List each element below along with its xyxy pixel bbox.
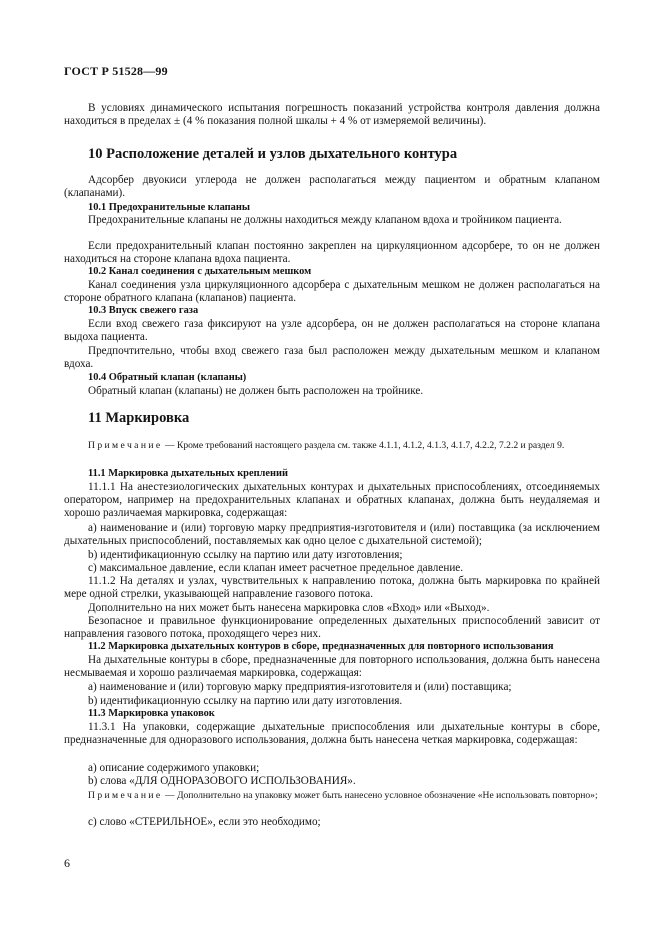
subsection-10-4-paragraph: Обратный клапан (клапаны) не должен быть расположен на тройнике. [88,385,424,397]
subsection-11-2-item-b: b) идентификационную ссылку на партию или дату изготовления. [88,695,403,707]
clause-11-3-1-item-c: с) слово «СТЕРИЛЬНОЕ», если это необходимо; [88,816,321,828]
note-text: — Кроме требований настоящего раздела см. также 4.1.1, 4.1.2, 4.1.3, 4.1.7, 4.2.2, 7.2.2 и раздел 9. [162,440,565,451]
clause-11-3-1-item-b: b) слова «ДЛЯ ОДНОРАЗОВОГО ИСПОЛЬЗОВАНИЯ». [88,775,356,787]
subsection-10-2-paragraph: Канал соединения узла циркуляционного адсорбера с дыхательным мешком не должен располагаться на стороне обратного клапана (клапанов) пациента. [64,279,600,304]
clause-11-3-1-note [64,790,600,802]
subsection-11-3-title: 11.3 Маркировка упаковок [88,708,215,719]
standard-code-header: ГОСТ Р 51528—99 [64,64,168,78]
subsection-11-2-title: 11.2 Маркировка дыхательных контуров в сборе, предназначенных для повторного использования [88,641,554,652]
subsection-11-2-item-a: а) наименование и (или) торговую марку предприятия-изготовителя и (или) поставщика; [88,681,512,693]
subsection-10-3-title: 10.3 Впуск свежего газа [88,305,199,316]
clause-11-1-2: 11.1.2 На деталях и узлах, чувствительных к направлению потока, должна быть маркировка по крайней мере одной стрелки, указывающей направление газового потока. [64,575,600,600]
section-10-title: 10 Расположение деталей и узлов дыхательного контура [88,146,458,162]
clause-11-3-1-item-a: а) описание содержимого упаковки; [88,762,260,774]
subsection-10-3-paragraph-1: Если вход свежего газа фиксируют на узле адсорбера, он не должен располагаться на стороне клапана выдоха пациента. [64,318,600,343]
note-label: Примечание [88,440,163,451]
subsection-10-1-paragraph-1: Предохранительные клапаны не должны находиться между клапаном вдоха и тройником пациента. [88,214,562,226]
clause-11-1-1-item-b: b) идентификационную ссылку на партию или дату изготовления; [88,549,403,561]
note-text: — Дополнительно на упаковку может быть нанесено условное обозначение «Не использовать повторно»; [162,790,598,801]
subsection-11-1-title: 11.1 Маркировка дыхательных креплений [88,468,288,479]
subsection-10-1-title: 10.1 Предохранительные клапаны [88,202,250,213]
subsection-10-4-title: 10.4 Обратный клапан (клапаны) [88,372,247,383]
clause-11-1-1-item-a: а) наименование и (или) торговую марку предприятия-изготовителя и (или) поставщика (за исключением дыхательных приспособлений, поставляемых как одно целое с дыхательной системой); [64,522,600,547]
clause-11-1-2-addition: Дополнительно на них может быть нанесена маркировка слов «Вход» или «Выход». [88,602,490,614]
clause-11-3-1: 11.3.1 На упаковки, содержащие дыхательные приспособления или дыхательные контуры в сборе, предназначенные для одноразового использования, должна быть нанесена четкая маркировка, содержащая: [64,721,600,746]
section-10-paragraph: Адсорбер двуокиси углерода не должен располагаться между пациентом и обратным клапаном (клапанами). [64,174,600,199]
subsection-11-2-paragraph: На дыхательные контуры в сборе, предназначенные для повторного использования, должна быть нанесена несмываемая и хорошо различаемая маркировка, содержащая: [64,654,600,679]
clause-11-1-2-safety: Безопасное и правильное функционирование определенных дыхательных приспособлений зависит от направления газового потока, проходящего через них. [64,615,600,640]
subsection-10-1-paragraph-2: Если предохранительный клапан постоянно закреплен на циркуляционном адсорбере, то он не должен находиться на стороне клапана вдоха пациента. [64,240,600,265]
note-label: Примечание [88,790,163,801]
clause-11-1-1: 11.1.1 На анестезиологических дыхательных контурах и дыхательных приспособлениях, отсоединяемых оператором, например на предохранительных клапанах и обратных клапанах, должна быть неудаляемая и хорошо различаемая маркировка, содержащая: [64,481,600,519]
section-11-title: 11 Маркировка [88,410,190,426]
intro-paragraph: В условиях динамического испытания погрешность показаний устройства контроля давления должна находиться в пределах ± (4 % показания полной шкалы + 4 % от измеряемой величины). [64,102,600,127]
subsection-10-2-title: 10.2 Канал соединения с дыхательным мешком [88,266,312,277]
subsection-10-3-paragraph-2: Предпочтительно, чтобы вход свежего газа был расположен между дыхательным мешком и клапаном вдоха. [64,345,600,370]
page-number: 6 [64,856,70,870]
section-11-note [64,440,600,452]
clause-11-1-1-item-c: с) максимальное давление, если клапан имеет расчетное предельное давление. [88,562,464,574]
